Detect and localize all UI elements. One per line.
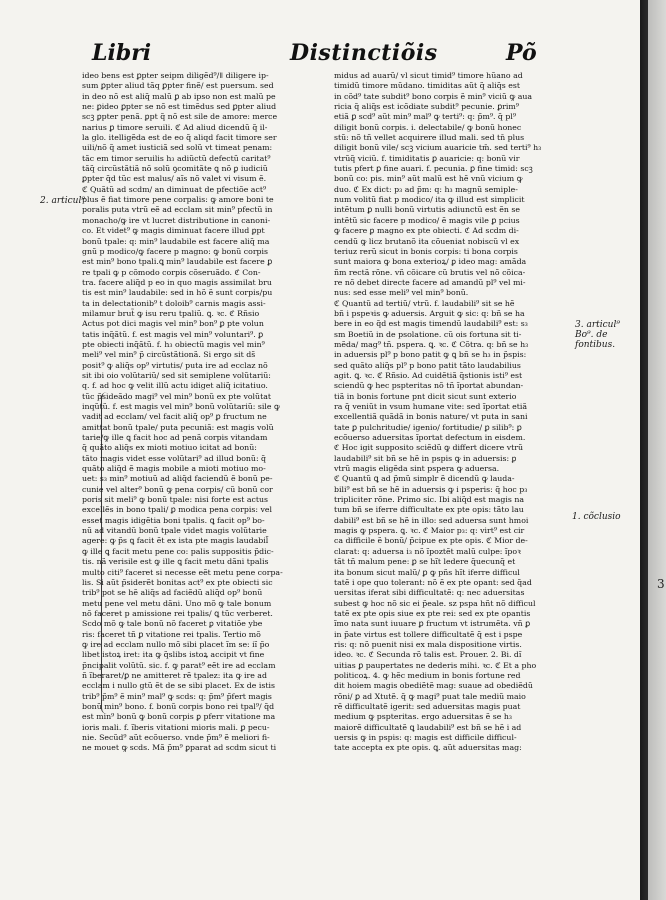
- text-line: tate accepta ex pte opis. ꝗ. aũt aduersitas mag:: [334, 743, 522, 753]
- text-line: laudabili⁹ sit bñ se hẽ in pspis ꝙ in aduersis: ꝑ: [334, 453, 517, 463]
- text-line: ideo. ꝛc. ℭ Secunda rõ talis est. Prouer. 2. Bi. dĩ: [334, 650, 522, 660]
- text-line: posit⁹ ꝙ aliq̃s op⁹ virtutis/ puta ire ad ecclaz nõ: [82, 360, 268, 370]
- text-line: la glo. itelligẽda est de eo q̃ aliqd facit timore ser: [82, 133, 277, 143]
- text-line: ℭ Quãtũ ad scdm/ an diminuat de pfectiõe act⁹: [82, 184, 267, 194]
- text-line: co. Et videt⁹ ꝙ magis diminuat facere illud ꝑpt: [82, 226, 265, 236]
- text-line: uersitas iferat sibi difficultatẽ: q: nec aduersitas: [334, 588, 525, 598]
- text-line: plus ẽ fiat timore pene corpalis: ꝙ amore boni te: [82, 195, 274, 205]
- text-line: ℭ Quantũ ꝗ ad p̃mũ simplr ẽ dicendũ ꝙ lauda-: [334, 474, 515, 484]
- text-line: in cõd⁹ tate subdit⁹ bono corpis ẽ min⁹ viciũ ꝙ aua: [334, 91, 533, 101]
- text-line: intẽtũ sic facere p modico/ ẽ magis vile ꝑ pcius: [334, 215, 520, 225]
- running-head-left: Libri: [92, 40, 152, 66]
- text-line: ra q̃ veniũt in vsum humane vite: sed ĩportat etiã: [334, 402, 528, 411]
- text-line: milamur brut̃ ꝙ isu reru tpaliũ. ꝗ. ꝛc. ℭ Rñsio: [82, 308, 260, 318]
- text-line: lis. Si aũt p̃siderẽt bonitas act⁹ ex pte obiecti sic: [82, 577, 273, 587]
- text-line: bonũ min⁹ bono. f. bonũ corpis bono rei tpal⁹/ q̃d: [82, 701, 275, 711]
- text-line: tis est min⁹ laudabile: sed in hõ ẽ sunt corpis/pu: [82, 288, 273, 298]
- text-line: vtrũ magis eligẽda sint pspera ꝙ aduersa.: [334, 464, 500, 474]
- text-line: libet istoꝝ iret: ita ꝙ q̃slibs istoꝝ accipit vt fine: [82, 650, 265, 660]
- text-line: multo citi⁹ faceret si necesse eẽt metu pene corpa-: [82, 567, 283, 577]
- text-line: sciendũ ꝙ hec pspteritas nõ tñ ĩportat abundan-: [334, 381, 524, 391]
- text-line: rẽ difficultatẽ igerit: sed aduersitas magis puat: [334, 701, 521, 711]
- text-line: nus: sed esse meli⁹ vel min⁹ bonũ.: [334, 288, 469, 298]
- text-line: tum bñ se iferre difficultate ex pte opis: tãto lau: [334, 505, 524, 515]
- text-line: q̃ quãto aliq̃s ex mioti motiuo icitat ad bonũ:: [82, 443, 257, 453]
- text-line: bili⁹ est bñ se hẽ in aduersis ꝙ i psperis: q̃ hoc p₃: [334, 484, 528, 494]
- text-line: bonũ tpale: q: min⁹ laudabile est facere aliq̃ ma: [82, 236, 270, 246]
- text-line: tiã in bonis fortune pnt dicit sicut sunt exterio: [334, 391, 517, 401]
- text-line: amittat bonũ tpale/ puta pecuniã: est magis volũ: [82, 422, 274, 432]
- text-line: maiorẽ difficultatẽ ꝗ laudabili⁹ est bñ se hẽ i ad: [334, 722, 522, 732]
- text-line: metu pene vel metu dãni. Uno mõ ꝙ tale bonum: [82, 598, 272, 608]
- text-line: tripliciter rõne. Primo sic. Ibi aliq̃d est magis na: [334, 495, 525, 505]
- text-line: nõ faceret p amissione rei tpalis/ ꝗ tũc verberet.: [82, 608, 273, 618]
- text-line: gnũ p modico/ꝙ facere p magno: ꝙ bonũ corpis: [82, 246, 269, 256]
- text-line: bonũ co: pis. min⁹ aũt malũ est hẽ vnũ vicium ꝙ: [334, 174, 523, 184]
- text-line: tãq̃ circũstãtiã nõ solũ ꝯcomitãte ꝗ nõ ꝑ iudiciũ: [82, 164, 268, 174]
- text-line: sm Boetiũ in de psolatione. cũ ois fortuna sit ti-: [334, 329, 522, 339]
- text-line: in p̃ate virtus est tollere difficultatẽ q̃ est i pspe: [334, 629, 523, 639]
- text-line: ꝙ ille ꝗ facit metu pene co: palis suppositis p̃dic-: [82, 546, 274, 556]
- text-line: uili/nõ q̃ amet iusticiã sed solũ vt timeat penam:: [82, 143, 273, 153]
- text-line: ꝙ ire ad ecclam nullo mõ sibi placet ĩm se: iĩ p̃o: [82, 639, 270, 649]
- text-line: duo. ℭ Ex dict: p₃ ad p̃m: q: h₃ magnũ semiple-: [334, 184, 518, 194]
- text-line: meli⁹ vel min⁹ p̃ circũstãtionã. Si ergo sit ds̃: [82, 350, 256, 360]
- text-line: tarie/ꝙ ille ꝗ facit hoc ad penã corpis vitandam: [82, 433, 268, 443]
- text-line: magis ꝙ pspera. ꝗ. ꝛc. ℭ Maior p₃: q: virt⁹ est cir: [334, 526, 525, 536]
- text-line: scꝫ ꝑpter penã. ꝑpt q̃ nõ est sile de amore: merce: [82, 112, 278, 122]
- margin-note-line: 3. articul⁹: [575, 320, 620, 330]
- text-line: pte obiecti inq̃ãtũ. f. h₃ obiectũ magis vel min⁹: [82, 339, 265, 349]
- text-line: trib⁹ p̃m⁹ ẽ min⁹ mal⁹ ꝙ scds: q: p̃m⁹ p̃fert magis: [82, 691, 272, 701]
- margin-note-article-2: 2. articul⁹: [40, 196, 85, 206]
- text-line: ideo bens est ꝑpter seipm diligẽd⁹/ǁ diligere ip-: [82, 71, 269, 80]
- text-column-right: [334, 71, 569, 754]
- text-line: uersis ꝙ in pspis: q: magis est difficile difficul-: [334, 733, 517, 742]
- text-line: sum ꝑpter aliud tãq ꝑpter finẽ/ est puersum. sed: [82, 81, 274, 91]
- text-line: ĩmo nata sunt iuuare ꝑ fructum vt istrumẽta. vñ ꝑ: [334, 619, 531, 629]
- text-line: nie. Secũd⁹ aũt ecõuerso. vnde p̃m⁹ ẽ meliori fi-: [82, 733, 270, 742]
- text-line: tatẽ ex pte opis siue ex pte rei: sed ex pte opantis: [334, 608, 531, 618]
- facing-page-mark: 3: [657, 577, 665, 591]
- text-line: excellẽs in bono tpali/ ꝑ modica pena corpis: vel: [82, 505, 272, 515]
- text-line: timidũ timore mũdano. timiditas aũt q̃ aliq̃s est: [334, 81, 520, 91]
- text-line: ℭ Hoc igit supposito sciẽdũ ꝙ differt dicere vtrũ: [334, 443, 523, 453]
- text-line: esset magis idigẽtia boni tpalis. ꝗ facit op⁹ bo-: [82, 515, 265, 525]
- text-line: tis. nã verisile est ꝙ ille ꝗ facit metu dãni tpalis: [82, 557, 269, 567]
- text-line: diligit bonũ corpis. i. delectabile/ ꝙ bonũ honec: [334, 122, 522, 132]
- text-line: sunt maiora ꝙ bona exterioꝝ/ ꝑ ideo mag: amãda: [334, 257, 527, 267]
- text-line: uet: s₃ min⁹ motiuũ ad aliq̃d faciendũ ẽ bonũ pe-: [82, 474, 273, 484]
- text-line: tate ꝑ pulchritudie/ igenio/ fortitudie/ ꝑ silib⁹: ꝑ: [334, 422, 522, 432]
- text-line: q. f. ad hoc ꝙ velit illũ actu idiget aliq̃ icitatiuo.: [82, 381, 268, 391]
- text-line: tãto magis videt esse volũtari⁹ ad illud bonũ: q̃: [82, 453, 267, 463]
- text-line: ris: q: nõ puenit nisi ex mala dispositione virtis.: [334, 639, 522, 649]
- text-line: tatis inq̃ãtũ. f. est magis vel min⁹ voluntari⁹. ꝑ: [82, 329, 264, 339]
- text-line: vadit ad ecclam/ vel facit aliq̃ op⁹ ꝑ fructum ne: [82, 412, 267, 422]
- text-line: tũc p̃sideãdo magi⁹ vel min⁹ bonũ ex pte volũtat: [82, 391, 271, 401]
- text-line: cunie vel alter⁹ bonũ ꝙ pena corpis/ cũ bonũ cor: [82, 484, 273, 494]
- text-line: poris sit meli⁹ ꝙ bonũ tpale: nisi forte est actus: [82, 495, 269, 505]
- text-line: excellentiã quãdã in bonis nature/ vt puta in sani: [334, 412, 528, 422]
- text-line: ecclam i nullo gtũ ẽt de se sibi placet. Ex de istis: [82, 681, 275, 691]
- text-line: num volitũ fiat p modico/ ita ꝙ illud est simplicit: [334, 195, 525, 205]
- text-line: stũ: nõ tñ vellet acquirere illud mali. sed tn̄ plus: [334, 133, 525, 143]
- text-line: in aduersis pl⁹ p bono patit ꝙ ꝗ bñ se h₃ in p̃spis:: [334, 350, 527, 360]
- text-line: tãc em timor seruilis h₃ adiũctũ defectũ caritat⁹: [82, 153, 271, 163]
- text-line: intẽtum ꝑ nulli bonũ virtutis adiunctũ est ẽn se: [334, 205, 520, 215]
- text-line: dabili⁹ est bñ se hẽ in illo: sed aduersa sunt hmoi: [334, 515, 529, 525]
- text-line: bñ i pspeꝛis ꝙ aduersis. Arguit ꝙ sic: q: bñ se ha: [334, 308, 525, 318]
- margin-note-article-3: [575, 320, 620, 350]
- text-line: ñ ĩberaret/ꝑ ne amitteret rẽ tpalez: ita ꝙ ire ad: [82, 670, 267, 680]
- text-line: tatẽ i ope quo tolerant: nõ ẽ ex pte opant: sed q̃ad: [334, 577, 532, 587]
- text-column-left: [82, 71, 317, 754]
- text-line: etiã ꝑ scd⁹ aũt min⁹ mal⁹ ꝙ terti⁹: q: p̃m⁹. q̃ pl⁹: [334, 112, 517, 122]
- text-line: vtrũq̃ viciũ. f. timiditatis ꝑ auaricie: q: bonũ vir: [334, 153, 520, 163]
- text-line: dit hoiem magis obediẽtẽ mag: suaue ad obediẽdũ: [334, 681, 533, 691]
- text-line: ñm rectã rõne. vñ cõicare cũ brutis vel nõ cõica-: [334, 267, 526, 277]
- text-line: tutis pfert ꝑ fine auari. f. pecunia. ꝑ fine timid: scꝫ: [334, 164, 533, 174]
- text-line: inqũtũ. f. est magis vel min⁹ bonũ volũtariũ: sile ꝙ: [82, 402, 280, 411]
- text-line: subest ꝙ hoc nõ sic ei p̃eale. sz pspa hñt nõ difficul: [334, 598, 536, 608]
- text-line: Actus pot dici magis vel min⁹ bon⁹ ꝑ pte volun: [82, 319, 264, 329]
- facing-page-edge: [640, 0, 666, 900]
- text-line: est min⁹ bonũ ꝙ bonũ corpis ꝑ pferr vitatione ma: [82, 712, 276, 722]
- text-line: diligit bonũ vile/ scꝫ vicium auaricie tm̄. sed terti⁹ h₃: [334, 143, 542, 153]
- text-line: mẽda/ mag⁹ tñ. pspera. ꝗ. ꝛc. ℭ Cõtra. q: bñ se h₃: [334, 339, 529, 349]
- text-line: sed quãto aliq̃s pl⁹ p bono patit tãto laudabilius: [334, 360, 521, 370]
- text-line: monacho/ꝙ ire vt lucret distributione in canoni-: [82, 215, 271, 225]
- text-line: nũ ad vitandũ bonũ tpale videt magis volũtarie: [82, 526, 267, 536]
- text-line: agere: ꝙ p̃s ꝗ facit ẽt ex ista pte magis laudabil̃: [82, 536, 269, 546]
- text-line: est min⁹ bono tpali.ꝗ min⁹ laudabile est facere ꝑ: [82, 257, 273, 267]
- text-line: uitias ꝑ paupertates ne dederis mihi. ꝛc. ℭ Et a pho: [334, 660, 537, 670]
- text-line: rõni/ ꝑ ad Xtutẽ. q̃ ꝙ magi⁹ puat tale mediũ maio: [334, 691, 526, 701]
- running-head-right: Põ: [506, 40, 537, 66]
- text-line: in deo nõ est aliq̃ malũ ꝑ ab ipso non est malũ pe: [82, 91, 276, 101]
- text-line: quãto aliq̃d ẽ magis mobile a mioti motiuo mo-: [82, 464, 266, 474]
- text-line: ca difficile ẽ bonũ/ p̃cipue ex pte opis. ℭ Mior de-: [334, 536, 528, 546]
- text-line: tãt tñ malum pene: ꝑ se hĩt ledere q̃uecunq̃ et: [334, 557, 516, 567]
- text-line: poralis puta vtrũ eẽ ad ecclam sit min⁹ pfectũ in: [82, 205, 273, 215]
- text-line: ta in delectationib⁹ t doloib⁹ carnis magis assi-: [82, 298, 266, 308]
- text-line: ita bonum sicut malũ/ ꝑ ꝙ pñs hĩt iferre difficul: [334, 567, 520, 577]
- text-line: ris: faceret tñ ꝑ vitatione rei tpalis. Tertio mõ: [82, 629, 261, 639]
- margin-note-line: Bo⁹. de: [575, 330, 608, 340]
- text-line: ricia q̃ aliq̃s est icõdiate subdit⁹ pecunie. ꝑrim⁹: [334, 102, 519, 112]
- running-head-center: Distinctiõis: [290, 40, 438, 66]
- text-line: politicoꝝ. 4. ꝙ hẽc medium in bonis fortune red: [334, 670, 521, 680]
- text-line: tra. facere aliq̃d p eo in quo magis assimilat bru: [82, 277, 272, 287]
- text-line: clarat: q: aduersa i₃ nõ ĩpoztẽt malũ culpe: ĩpoꝛ: [334, 546, 521, 556]
- text-line: teriuz rerũ sicut in bonis corpis: ti bona corpis: [334, 246, 518, 256]
- text-line: ꝑpter q̃d tũc est malus/ aĩs nõ valet vi visum ẽ.: [82, 174, 267, 184]
- text-line: trib⁹ pot se hẽ aliq̃s ad faciẽdũ aliq̃d op⁹ bonũ: [82, 588, 263, 598]
- text-line: p̃ncipalit volũtũ. sic. f. ꝙ parat⁹ eẽt ire ad ecclam: [82, 660, 276, 670]
- text-line: ℭ Quantũ ad tertiũ/ vtrũ. f. laudabili⁹ sit se hẽ: [334, 298, 515, 308]
- text-line: agit. ꝗ. ꝛc. ℭ Rñsio. Ad cuidẽtiã q̃stionis isti⁹ est: [334, 370, 523, 380]
- text-line: medium ꝙ pspteritas. ergo aduersitas ẽ se h₃: [334, 712, 513, 722]
- text-line: sit ibi oio volũtariũ/ sed sit semiplene volũtariũ:: [82, 370, 271, 380]
- text-line: midus ad auarũ/ vl sicut timid⁹ timore hũano ad: [334, 71, 523, 80]
- text-line: cendũ ꝙ licz brutanõ ita cõueniat nobiscũ vl ex: [334, 236, 520, 246]
- text-line: ne: ꝑideo ꝑpter se nõ est timẽdus sed ꝑpter aliud: [82, 102, 277, 112]
- text-line: ecõuerso aduersitas ĩportat defectum in eisdem.: [334, 433, 526, 443]
- text-line: ne mouet ꝙ scds. Mã p̃m⁹ ꝑparat ad scdm sicut ti: [82, 743, 277, 753]
- margin-note-conclusion: 1. cõclusio: [572, 512, 621, 522]
- text-line: bere in eo q̃d est magis timendũ laudabili⁹ est: s₃: [334, 319, 528, 329]
- text-line: Scdo mõ ꝙ tale bonũ nõ faceret ꝑ vitatiõe ybe: [82, 619, 263, 629]
- margin-note-line: fontibus.: [575, 340, 616, 350]
- text-line: narius ꝑ timore seruili. ℭ Ad aliud dicendũ q̃ il-: [82, 122, 268, 132]
- text-line: re tpali ꝙ p cõmodo corpis cõseruãdo. ℭ Con-: [82, 267, 261, 277]
- text-line: ꝙ facere ꝑ magno ex pte obiecti. ℭ Ad scdm di-: [334, 226, 519, 236]
- text-line: re nõ debet directe facere ad amandũ pl⁹ vel mi-: [334, 277, 526, 287]
- text-line: ioris mali. f. ĩberis vitationi mioris mali. ꝑ pecu-: [82, 722, 270, 732]
